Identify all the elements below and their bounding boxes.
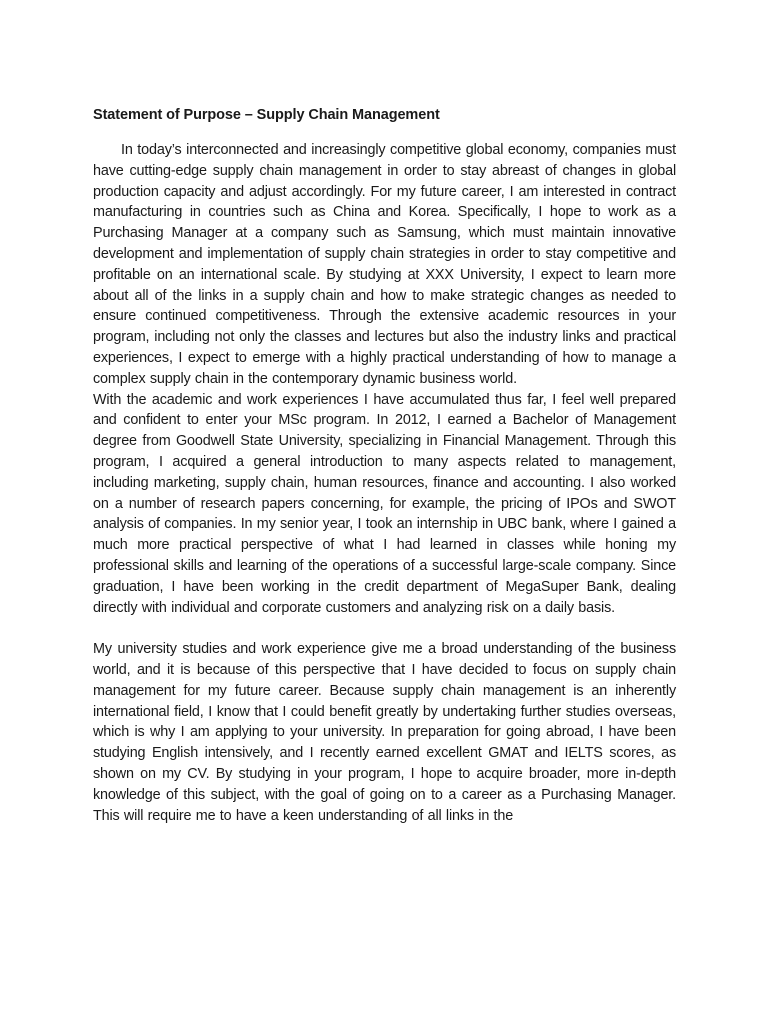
paragraph-intro: In today’s interconnected and increasingly competitive global economy, companies must have cutting-edge supply chain management in order to stay abreast of changes in global production capacity and adjust accordingly. For my future career, I am interested in contract manufacturing in countries such as China and Korea. Specifically, I hope to work as a Purchasing Manager at a company such as Samsung, which must maintain innovative development and implementation of supply chain strategies in order to stay competitive and profitable on an international scale. By studying at XXX University, I expect to learn more about all of the links in a supply chain and how to make strategic changes as needed to ensure continued competitiveness. Through the extensive academic resources in your program, including not only the classes and lectures but also the industry links and practical experiences, I expect to emerge with a highly practical understanding of how to manage a complex supply chain in the contemporary dynamic business world. — [93, 142, 676, 387]
paragraph-experience: With the academic and work experiences I have accumulated thus far, I feel well prepared and confident to enter your MSc program. In 2012, I earned a Bachelor of Management degree from Goodwell State University, specializing in Financial Management. Through this program, I acquired a general introduction to many aspects related to management, including marketing, supply chain, human resources, finance and accounting. I also worked on a number of research papers concerning, for example, the pricing of IPOs and SWOT analysis of companies. In my senior year, I took an internship in UBC bank, where I gained a much more practical perspective of what I had learned in classes while honing my professional skills and learning of the operations of a successful large-scale company. Since graduation, I have been working in the credit department of MegaSuper Bank, dealing directly with individual and corporate customers and analyzing risk on a daily basis. — [93, 391, 676, 616]
document-page — [93, 104, 676, 826]
paragraph-motivation: My university studies and work experience give me a broad understanding of the business world, and it is because of this perspective that I have decided to focus on supply chain management for my future career. Because supply chain management is an inherently international field, I know that I could benefit greatly by undertaking further studies overseas, which is why I am applying to your university. In preparation for going abroad, I have been studying English intensively, and I recently earned excellent GMAT and IELTS scores, as shown on my CV. By studying in your program, I hope to acquire broader, more in-depth knowledge of this subject, with the goal of going on to a career as a Purchasing Manager. This will require me to have a keen understanding of all links in the — [93, 641, 676, 824]
document-title: Statement of Purpose – Supply Chain Management — [93, 107, 440, 123]
